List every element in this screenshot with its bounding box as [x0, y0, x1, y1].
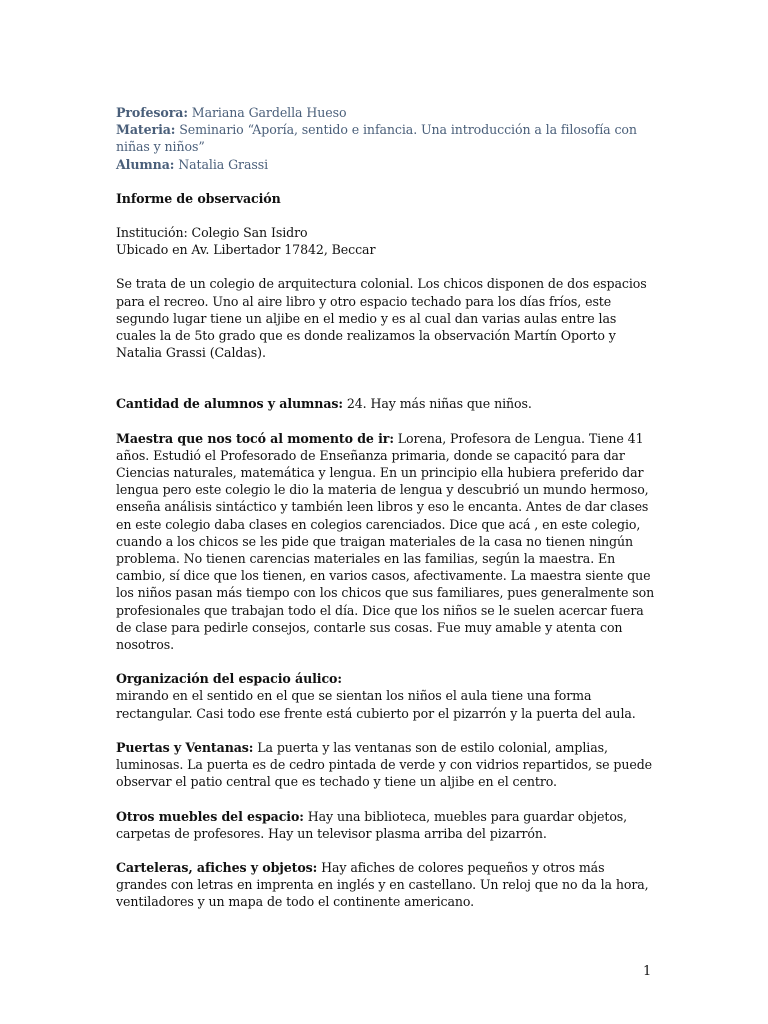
header-block: [116, 104, 656, 173]
document-title: Informe de observación: [116, 190, 281, 206]
materia-value: Seminario “Aporía, sentido e infancia. Una introducción a la filosofía con niñas y niños”: [116, 122, 637, 155]
alumna-line: [116, 156, 656, 173]
profesora-label: Profesora:: [116, 105, 188, 120]
institution-name: Institución: Colegio San Isidro: [116, 225, 308, 241]
section-organizacion-text: mirando en el sentido en el que se sientan los niños el aula tiene una forma rectangular. Casi todo ese frente está cubierto por el pizarrón y la puerta del aula.: [116, 688, 636, 721]
section-carteleras-label: Carteleras, afiches y objetos:: [116, 859, 318, 875]
section-muebles: [116, 808, 656, 842]
section-maestra-text: Lorena, Profesora de Lengua. Tiene 41 años. Estudió el Profesorado de Enseñanza primaria, donde se capacitó para dar Ciencias naturales, matemática y lengua. En un principio ella hubiera preferido dar lengua pero este colegio le dio la materia de lengua y descubrió un mundo hermoso, enseña análisis sintáctico y también leen libros y eso le encanta. Antes de dar clases en este colegio daba clases en colegios carenciados. Dice que acá , en este colegio, cuando a los chicos se les pide que traigan materiales de la casa no tienen ningún problema. No tienen carencias materiales en las familias, según la maestra. En cambio, sí dice que los tienen, en varios casos, afectivamente. La maestra siente que los niños pasan más tiempo con los chicos que sus familiares, pues generalmente son profesionales que trabajan todo el día. Dice que los niños se le suelen acercar fuera de clase para pedirle consejos, contarle sus cosas. Fue muy amable y atenta con nosotros.: [116, 430, 655, 653]
section-puertas-text: La puerta y las ventanas son de estilo colonial, amplias, luminosas. La puerta es de cedro pintada de verde y con vidrios repartidos, se puede observar el patio central que es techado y tiene un aljibe en el centro.: [116, 739, 653, 790]
materia-label: Materia:: [116, 122, 176, 138]
section-cantidad-text: 24. Hay más niñas que niños.: [342, 396, 532, 412]
alumna-label: Alumna:: [116, 156, 175, 172]
alumna-value: Natalia Grassi: [178, 156, 269, 172]
profesora-value: Mariana Gardella Hueso: [191, 105, 347, 120]
section-carteleras-text: Hay afiches de colores pequeños y otros más grandes con letras en imprenta en inglés y en castellano. Un reloj que no da la hora, ventiladores y un mapa de todo el continente americano.: [116, 859, 649, 910]
section-cantidad-label: Cantidad de alumnos y alumnas:: [116, 396, 343, 412]
section-maestra: [116, 430, 656, 654]
institution-address: Ubicado en Av. Libertador 17842, Beccar: [116, 242, 376, 258]
section-carteleras: [116, 859, 656, 911]
materia-line: [116, 121, 656, 155]
section-cantidad: [116, 395, 656, 412]
page-number: 1: [643, 964, 652, 979]
intro-paragraph: Se trata de un colegio de arquitectura colonial. Los chicos disponen de dos espacios para el recreo. Uno al aire libro y otro espacio techado para los días fríos, este segundo lugar tiene un aljibe en el medio y es al cual dan varias aulas entre las cuales la de 5to grado que es donde realizamos la observación Martín Oporto y Natalia Grassi (Caldas).: [116, 276, 647, 361]
document-page: [116, 104, 656, 911]
section-muebles-label: Otros muebles del espacio:: [116, 808, 304, 824]
section-maestra-label: Maestra que nos tocó al momento de ir:: [116, 430, 394, 446]
section-puertas-label: Puertas y Ventanas:: [116, 739, 254, 755]
section-organizacion: [116, 670, 656, 722]
section-puertas: [116, 739, 656, 791]
section-muebles-text: Hay una biblioteca, muebles para guardar objetos, carpetas de profesores. Hay un televisor plasma arriba del pizarrón.: [116, 808, 628, 841]
section-organizacion-label: Organización del espacio áulico:: [116, 671, 342, 687]
profesora-line: [116, 104, 656, 121]
